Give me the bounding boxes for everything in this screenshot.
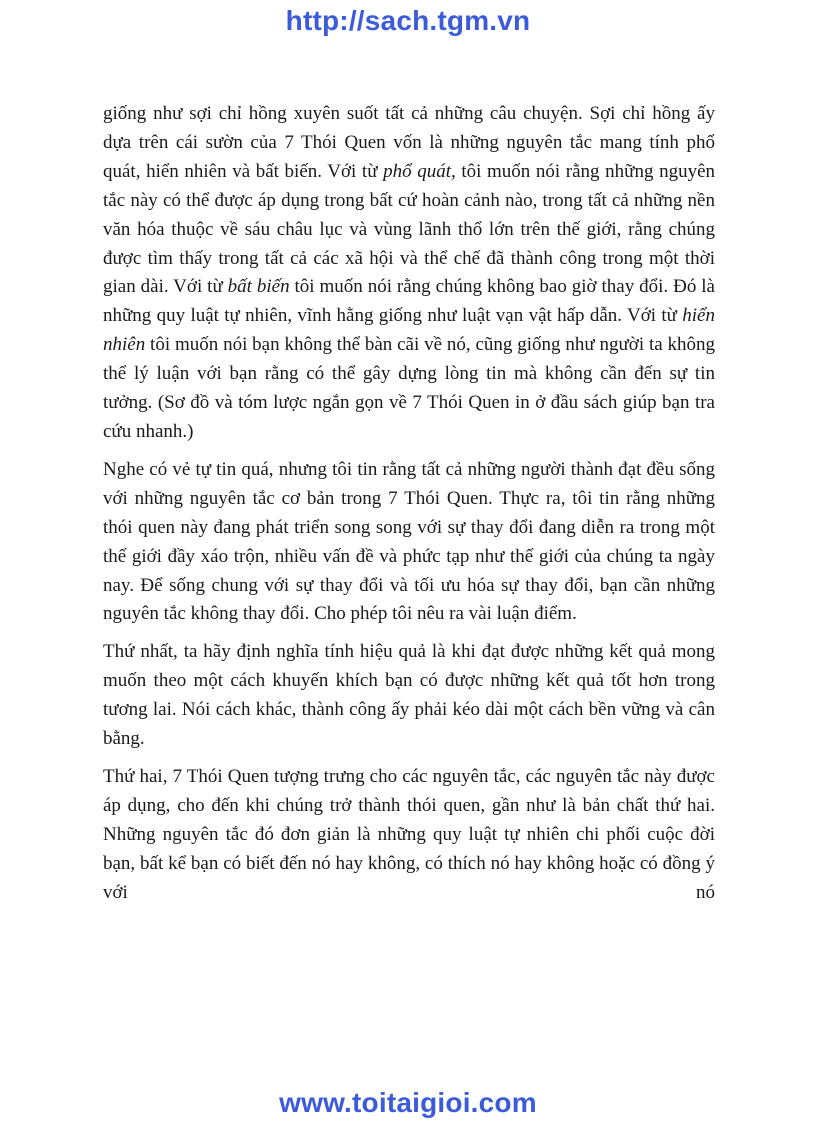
paragraph-1-italic-bat-bien: bất biến	[227, 276, 290, 298]
page-body-text	[103, 100, 715, 916]
paragraph-1-text-3: tôi muốn nói rằng chúng không bao giờ thay đổi. Đó là những quy luật tự nhiên, vĩnh hằng giống như luật vạn vật hấp dẫn. Với từ	[103, 276, 715, 327]
paragraph-4-text: Thứ hai, 7 Thói Quen tượng trưng cho các nguyên tắc, các nguyên tắc này được áp dụng, cho đến khi chúng trở thành thói quen, gần như là bản chất thứ hai. Những nguyên tắc đó đơn giản là những quy luật tự nhiên chi phối cuộc đời bạn, bất kể bạn có biết đến nó hay không, có thích nó hay không hoặc có đồng ý với nó	[103, 765, 715, 903]
paragraph-3-text: Thứ nhất, ta hãy định nghĩa tính hiệu quả là khi đạt được những kết quả mong muốn theo một cách khuyến khích bạn có được những kết quả tốt hơn trong tương lai. Nói cách khác, thành công ấy phải kéo dài một cách bền vững và cân bằng.	[103, 641, 715, 750]
paragraph-3	[103, 638, 715, 754]
paragraph-1-italic-hien-nhien: hiển nhiên	[103, 305, 715, 356]
header-watermark-link[interactable]: http://sach.tgm.vn	[285, 5, 531, 36]
paragraph-1	[103, 100, 715, 447]
paragraph-1-text-4: tôi muốn nói bạn không thể bàn cãi về nó, cũng giống như người ta không thể lý luận với bạn rằng có thể gây dựng lòng tin mà không cần đến sự tin tưởng. (Sơ đồ và tóm lược ngắn gọn về 7 Thói Quen in ở đầu sách giúp bạn tra cứu nhanh.)	[103, 334, 715, 442]
paragraph-2	[103, 456, 715, 629]
paragraph-4	[103, 763, 715, 908]
paragraph-1-text-2: tôi muốn nói rằng những nguyên tắc này có thể được áp dụng trong bất cứ hoàn cảnh nào, trong tất cả những nền văn hóa thuộc về sáu châu lục và vùng lãnh thổ lớn trên thế giới, rằng chúng được tìm thấy trong tất cả các xã hội và thể chế đã thành công trong một thời gian dài. Với từ	[103, 160, 716, 298]
paragraph-1-text-1: giống như sợi chỉ hồng xuyên suốt tất cả những câu chuyện. Sợi chỉ hồng ấy dựa trên cái sườn của 7 Thói Quen vốn là những nguyên tắc mang tính phổ quát, hiển nhiên và bất biến. Với từ	[103, 103, 715, 182]
paragraph-1-italic-pho-quat: phổ quát,	[383, 160, 456, 182]
paragraph-2-text: Nghe có vẻ tự tin quá, nhưng tôi tin rằng tất cả những người thành đạt đều sống với những nguyên tắc cơ bản trong 7 Thói Quen. Thực ra, tôi tin rằng những thói quen này đang phát triển song song với sự thay đổi đang diễn ra trong một thế giới đầy xáo trộn, nhiều vấn đề và phức tạp như thế giới của chúng ta ngày nay. Để sống chung với sự thay đổi và tối ưu hóa sự thay đổi, bạn cần những nguyên tắc không thay đổi. Cho phép tôi nêu ra vài luận điểm.	[103, 458, 715, 625]
footer-watermark-link[interactable]: www.toitaigioi.com	[279, 1087, 537, 1118]
